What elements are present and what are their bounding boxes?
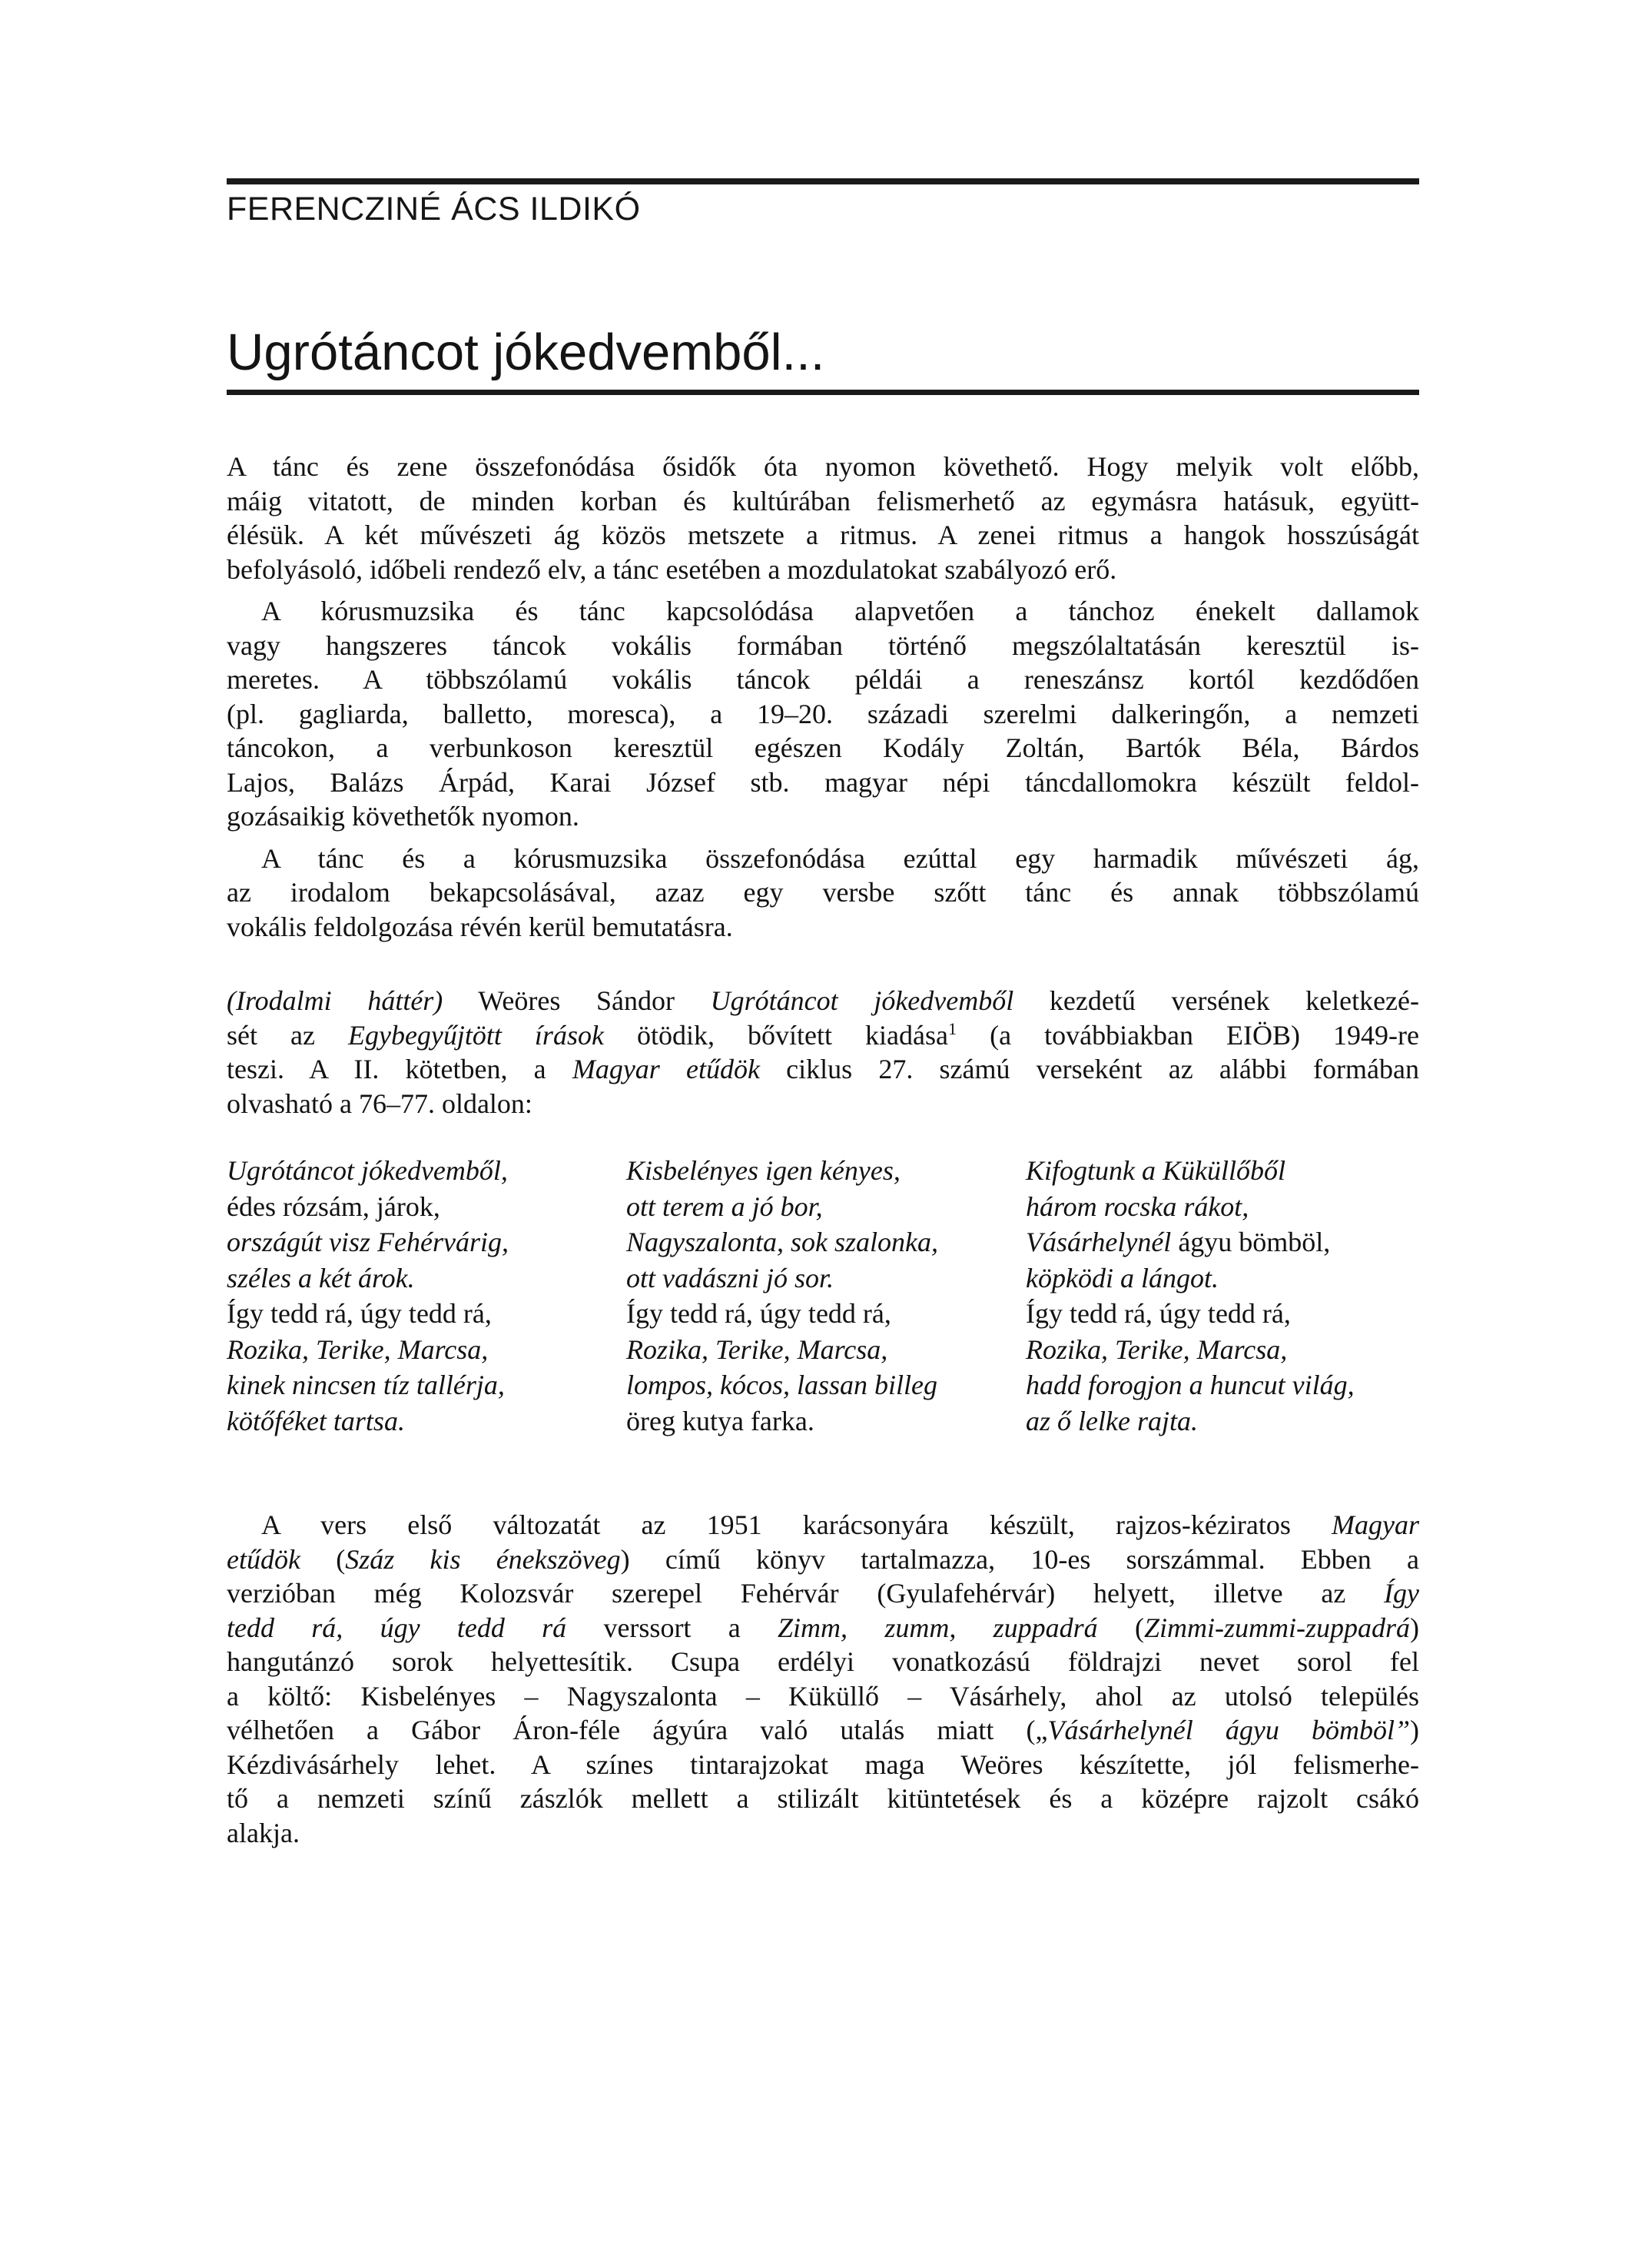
poem-line bbox=[1026, 1224, 1414, 1260]
italic-text-segment: Vásárhelynél bbox=[1026, 1227, 1172, 1257]
italic-text-segment: Kifogtunk a Küküllőből bbox=[1026, 1155, 1285, 1186]
italic-text-segment: lompos, kócos, lassan billeg bbox=[626, 1370, 937, 1400]
italic-text-segment: széles a két árok. bbox=[227, 1262, 415, 1293]
poem-stanza-column bbox=[1026, 1153, 1414, 1439]
text-segment: ( bbox=[300, 1543, 346, 1575]
italic-text-segment: etűdök bbox=[227, 1543, 300, 1575]
text-line bbox=[227, 1748, 1419, 1782]
poem-stanza-column bbox=[626, 1153, 1014, 1439]
text-line bbox=[227, 518, 1419, 553]
text-segment: a költő: Kisbelényes – Nagyszalonta – Küküllő – Vásárhely, ahol az utolsó település bbox=[227, 1680, 1419, 1712]
text-line bbox=[227, 662, 1419, 697]
author-name: FERENCZINÉ ÁCS ILDIKÓ bbox=[227, 191, 641, 227]
text-segment: Így tedd rá, úgy tedd rá, bbox=[1026, 1298, 1291, 1329]
text-segment: Így tedd rá, úgy tedd rá, bbox=[626, 1298, 891, 1329]
text-segment: gozásaikig követhetők nyomon. bbox=[227, 801, 579, 832]
italic-text-segment: (Irodalmi háttér) bbox=[227, 985, 443, 1016]
poem-line bbox=[626, 1189, 1014, 1225]
text-segment: befolyásoló, időbeli rendező elv, a tánc esetében a mozdulatokat szabályozó erő. bbox=[227, 553, 1117, 585]
text-line bbox=[227, 553, 1419, 587]
text-segment: (a továbbiakban EIÖB) 1949-re bbox=[957, 1019, 1420, 1051]
poem-line bbox=[1026, 1296, 1414, 1332]
text-line bbox=[227, 484, 1419, 519]
text-segment: ) bbox=[1410, 1715, 1419, 1745]
italic-text-segment: ott terem a jó bor, bbox=[626, 1190, 823, 1222]
poem-line bbox=[1026, 1332, 1414, 1368]
text-segment: vélhetően a Gábor Áron-féle ágyúra való utalás miatt („ bbox=[227, 1715, 1048, 1745]
text-segment: vokális feldolgozása révén kerül bemutatásra. bbox=[227, 911, 733, 942]
text-line bbox=[227, 1052, 1419, 1087]
poem-line bbox=[626, 1296, 1014, 1332]
text-segment: édes rózsám, járok, bbox=[227, 1190, 440, 1222]
italic-text-segment: Magyar etűdök bbox=[572, 1054, 760, 1084]
text-segment: A kórusmuzsika és tánc kapcsolódása alapvetően a tánchoz énekelt dallamok bbox=[261, 596, 1419, 626]
italic-text-segment: kinek nincsen tíz tallérja, bbox=[227, 1370, 505, 1400]
text-segment: az irodalom bekapcsolásával, azaz egy versbe szőtt tánc és annak többszólamú bbox=[227, 877, 1419, 908]
body-paragraph bbox=[227, 1508, 1419, 1850]
text-segment: ( bbox=[1097, 1612, 1144, 1643]
text-segment: Kézdivásárhely lehet. A színes tintarajzokat maga Weöres készítette, jól felismerhe- bbox=[227, 1748, 1419, 1780]
italic-text-segment: az ő lelke rajta. bbox=[1026, 1405, 1198, 1436]
text-column bbox=[227, 0, 1419, 1850]
text-segment: tő a nemzeti színű zászlók mellett a stilizált kitüntetések és a középre rajzolt csákó bbox=[227, 1783, 1419, 1814]
text-segment: máig vitatott, de minden korban és kultúrában felismerhető az egymásra hatásuk, együtt- bbox=[227, 485, 1419, 516]
text-segment: Így tedd rá, úgy tedd rá, bbox=[227, 1298, 492, 1329]
italic-text-segment: Nagyszalonta, sok szalonka, bbox=[626, 1227, 939, 1257]
text-segment: verzióban még Kolozsvár szerepel Fehérvár (Gyulafehérvár) helyett, illetve az bbox=[227, 1578, 1385, 1609]
text-line bbox=[227, 594, 1419, 629]
text-segment: ágyu bömböl, bbox=[1171, 1227, 1331, 1257]
text-segment: ötödik, bővített kiadása bbox=[603, 1019, 948, 1051]
italic-text-segment: Rozika, Terike, Marcsa, bbox=[626, 1333, 888, 1365]
text-segment: verssort a bbox=[566, 1612, 778, 1643]
text-segment: vagy hangszeres táncok vokális formában történő megszólaltatásán keresztül is- bbox=[227, 629, 1419, 661]
poem-line bbox=[227, 1260, 615, 1297]
text-segment: teszi. A II. kötetben, a bbox=[227, 1054, 572, 1084]
text-segment: meretes. A többszólamú vokális táncok példái a reneszánsz kortól kezdődően bbox=[227, 664, 1419, 695]
poem-line bbox=[227, 1224, 615, 1260]
poem-line bbox=[1026, 1260, 1414, 1297]
text-line bbox=[227, 697, 1419, 732]
text-line bbox=[227, 910, 1419, 945]
title-rule bbox=[227, 390, 1419, 395]
text-segment: olvasható a 76–77. oldalon: bbox=[227, 1088, 532, 1119]
text-segment: ciklus 27. számú verseként az alábbi formában bbox=[759, 1054, 1420, 1084]
text-line bbox=[227, 1713, 1419, 1748]
italic-text-segment: Zimmi-zummi-zuppadrá bbox=[1143, 1612, 1410, 1643]
text-segment: alakja. bbox=[227, 1817, 300, 1848]
text-segment: táncokon, a verbunkoson keresztül egészen Kodály Zoltán, Bartók Béla, Bárdos bbox=[227, 732, 1419, 763]
text-segment: hangutánzó sorok helyettesítik. Csupa erdélyi vonatkozású földrajzi nevet sorol fel bbox=[227, 1646, 1419, 1677]
body-paragraph bbox=[227, 450, 1419, 586]
italic-text-segment: országút visz Fehérvárig, bbox=[227, 1227, 509, 1257]
body-paragraph bbox=[227, 842, 1419, 945]
italic-text-segment: Ugrótáncot jókedvemből bbox=[710, 985, 1014, 1016]
text-segment: A tánc és a kórusmuzsika összefonódása ezúttal egy harmadik művészeti ág, bbox=[261, 842, 1419, 874]
italic-text-segment: Rozika, Terike, Marcsa, bbox=[1026, 1333, 1288, 1365]
poem-line bbox=[626, 1260, 1014, 1297]
text-line bbox=[227, 1611, 1419, 1645]
text-line bbox=[227, 731, 1419, 765]
italic-text-segment: kötőféket tartsa. bbox=[227, 1405, 405, 1436]
text-segment: Lajos, Balázs Árpád, Karai József stb. magyar népi táncdallomokra készült feldol- bbox=[227, 766, 1419, 798]
poem-line bbox=[227, 1296, 615, 1332]
text-segment: sét az bbox=[227, 1019, 348, 1051]
text-line bbox=[227, 1645, 1419, 1679]
poem-line bbox=[1026, 1153, 1414, 1189]
closing-paragraphs bbox=[227, 1508, 1419, 1850]
poem-line bbox=[227, 1153, 615, 1189]
italic-text-segment: Rozika, Terike, Marcsa, bbox=[227, 1333, 489, 1365]
text-line bbox=[227, 1679, 1419, 1714]
poem-line bbox=[626, 1367, 1014, 1403]
poem-line bbox=[227, 1367, 615, 1403]
text-line bbox=[227, 450, 1419, 484]
italic-text-segment: Zimm, zumm, zuppadrá bbox=[778, 1612, 1098, 1643]
italic-text-segment: Egybegyűjtött írások bbox=[347, 1019, 604, 1051]
poem-line bbox=[1026, 1403, 1414, 1439]
italic-text-segment: tedd rá, úgy tedd rá bbox=[227, 1612, 567, 1643]
italic-text-segment: hadd forogjon a huncut világ, bbox=[1026, 1370, 1355, 1400]
poem-line bbox=[626, 1403, 1014, 1439]
poem-line bbox=[626, 1332, 1014, 1368]
italic-text-segment: Kisbelényes igen kényes, bbox=[626, 1155, 901, 1186]
poem-line bbox=[227, 1189, 615, 1225]
poem-line bbox=[227, 1403, 615, 1439]
text-line bbox=[227, 1816, 1419, 1851]
poem-line bbox=[1026, 1367, 1414, 1403]
poem-line bbox=[1026, 1189, 1414, 1225]
text-line bbox=[227, 842, 1419, 876]
text-line bbox=[227, 629, 1419, 663]
text-segment: A vers első változatát az 1951 karácsonyára készült, rajzos-kéziratos bbox=[261, 1509, 1332, 1540]
poem-columns bbox=[227, 1153, 1419, 1439]
text-line bbox=[227, 799, 1419, 834]
italic-text-segment: Száz kis énekszöveg bbox=[345, 1543, 621, 1575]
text-line bbox=[227, 765, 1419, 800]
text-segment: élésük. A két művészeti ág közös metszete a ritmus. A zenei ritmus a hangok hosszúságát bbox=[227, 520, 1419, 550]
poem-stanza-column bbox=[227, 1153, 615, 1439]
italic-text-segment: köpködi a lángot. bbox=[1026, 1262, 1219, 1293]
text-segment: ) bbox=[1410, 1612, 1419, 1643]
text-segment: öreg kutya farka. bbox=[626, 1405, 814, 1436]
body-paragraph bbox=[227, 594, 1419, 834]
article-title: Ugrótáncot jókedvemből... bbox=[227, 324, 825, 381]
intro-paragraphs bbox=[227, 450, 1419, 1121]
text-line bbox=[227, 875, 1419, 910]
text-line bbox=[227, 1542, 1419, 1577]
text-line bbox=[227, 984, 1419, 1018]
text-line bbox=[227, 1018, 1419, 1053]
italic-text-segment: Így bbox=[1384, 1578, 1419, 1609]
poem-line bbox=[227, 1332, 615, 1368]
text-segment: Weöres Sándor bbox=[443, 985, 711, 1016]
poem-line bbox=[626, 1153, 1014, 1189]
italic-text-segment: ott vadászni jó sor. bbox=[626, 1262, 834, 1293]
text-line bbox=[227, 1782, 1419, 1816]
footnote-marker: 1 bbox=[947, 1018, 957, 1038]
text-line bbox=[227, 1508, 1419, 1542]
poem-line bbox=[626, 1224, 1014, 1260]
text-line bbox=[227, 1087, 1419, 1121]
text-segment: (pl. gagliarda, balletto, moresca), a 19–20. századi szerelmi dalkeringőn, a nemzeti bbox=[227, 698, 1419, 729]
italic-text-segment: Magyar bbox=[1332, 1509, 1419, 1540]
text-segment: ) című könyv tartalmazza, 10-es sorszámmal. Ebben a bbox=[620, 1543, 1419, 1575]
text-segment: A tánc és zene összefonódása ősidők óta nyomon követhető. Hogy melyik volt előbb, bbox=[227, 451, 1419, 482]
header-rule bbox=[227, 178, 1419, 184]
body-paragraph bbox=[227, 984, 1419, 1121]
text-segment: kezdetű versének keletkezé- bbox=[1013, 985, 1419, 1016]
italic-text-segment: Ugrótáncot jókedvemből, bbox=[227, 1155, 508, 1186]
text-line bbox=[227, 1576, 1419, 1611]
italic-text-segment: három rocska rákot, bbox=[1026, 1190, 1249, 1222]
italic-text-segment: Vásárhelynél ágyu bömböl” bbox=[1047, 1715, 1410, 1745]
